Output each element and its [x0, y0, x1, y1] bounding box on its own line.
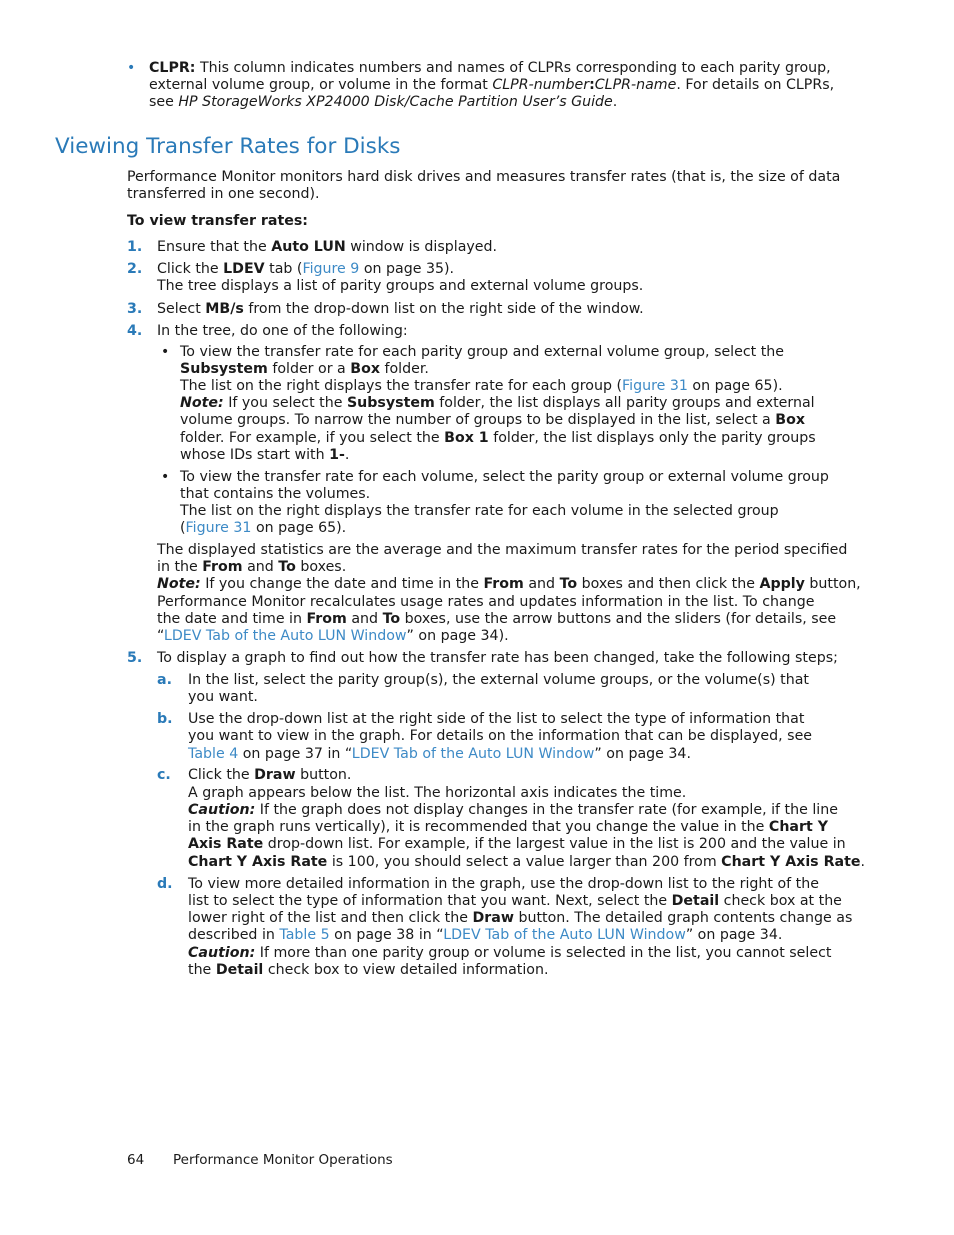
text: Box — [350, 361, 380, 377]
text: From — [483, 576, 524, 592]
text: is 100, you should select a value larger than 200 from — [331, 854, 717, 870]
step-4-para-line-5 — [157, 611, 836, 628]
text: button, — [809, 576, 861, 592]
text: ” on page 34. — [685, 927, 783, 943]
step-5d-line-6 — [188, 962, 548, 979]
text: the — [188, 962, 212, 978]
text: Detail — [671, 893, 720, 909]
text: check box at the — [723, 893, 842, 909]
text: Draw — [472, 910, 514, 926]
text: CLPR-name — [594, 77, 677, 93]
text: and — [247, 559, 274, 575]
text: . For details on CLPRs, — [676, 77, 835, 93]
substep-label: a. — [157, 672, 172, 688]
text: If you select the — [228, 395, 343, 411]
text: MB/s — [205, 301, 244, 317]
text: ” on page 34). — [406, 628, 509, 644]
text: window is displayed. — [350, 239, 498, 255]
step-4-bullet-1-line-2 — [180, 361, 429, 378]
note-label: Note: — [157, 576, 201, 592]
text: Chart Y Axis Rate — [188, 854, 328, 870]
text: Auto LUN — [271, 239, 346, 255]
text: Draw — [254, 767, 296, 783]
table-4-link[interactable]: Table 4 — [188, 746, 239, 762]
step-number: 3. — [127, 301, 143, 317]
text: Axis Rate — [188, 836, 264, 852]
text: boxes, use the arrow buttons and the sliders (for details, see — [404, 611, 837, 627]
step-5d-line-4 — [188, 927, 782, 944]
text: volume groups. To narrow the number of groups to be displayed in the list, select a — [180, 412, 771, 428]
step-5d-line-1: To view more detailed information in the graph, use the drop-down list to the right of the — [188, 876, 819, 892]
text: described in — [188, 927, 275, 943]
step-5a-line-1: In the list, select the parity group(s), the external volume groups, or the volume(s) that — [188, 672, 809, 688]
step-5c-line-1 — [188, 767, 351, 784]
text: external volume group, or volume in the format — [149, 77, 488, 93]
text: on page 65). — [692, 378, 783, 394]
step-4-bullet-1-line-5 — [180, 412, 805, 429]
text: button. — [300, 767, 352, 783]
text: “ — [157, 628, 164, 644]
step-4-bullet-1-line-3 — [180, 378, 783, 395]
text: boxes. — [300, 559, 347, 575]
text: folder. For example, if you select the — [180, 430, 440, 446]
text: the date and time in — [157, 611, 302, 627]
step-4-bullet-1-line-1: To view the transfer rate for each parity group and external volume group, select the — [180, 344, 785, 360]
text: check box to view detailed information. — [267, 962, 549, 978]
step-4-para-line-1: The displayed statistics are the average and the maximum transfer rates for the period specified — [157, 542, 848, 558]
text: Subsystem — [180, 361, 268, 377]
intro-line-1: Performance Monitor monitors hard disk drives and measures transfer rates (that is, the size of data — [127, 169, 841, 185]
clpr-term: CLPR: — [149, 60, 196, 76]
text: CLPR-number — [492, 77, 590, 93]
text: ” on page 34. — [594, 746, 691, 762]
text: Ensure that the — [157, 239, 267, 255]
substep-label: c. — [157, 767, 171, 783]
step-4-para-line-6 — [157, 628, 509, 645]
text: To — [559, 576, 578, 592]
step-5b-line-2: you want to view in the graph. For details on the information that can be displayed, see — [188, 728, 813, 744]
bullet-icon: • — [161, 469, 170, 485]
text: boxes and then click the — [581, 576, 755, 592]
text: Click the — [157, 261, 219, 277]
text: Detail — [215, 962, 264, 978]
guide-title: HP StorageWorks XP24000 Disk/Cache Partition User’s Guide — [178, 94, 613, 110]
caution-label: Caution: — [188, 802, 256, 818]
step-1-text — [157, 239, 497, 256]
text: The list on the right displays the transfer rate for each group ( — [180, 378, 622, 394]
text: . — [860, 854, 865, 870]
text: on page 35). — [363, 261, 455, 277]
step-4-text: In the tree, do one of the following: — [157, 323, 408, 339]
text: and — [351, 611, 379, 627]
substep-label: d. — [157, 876, 173, 892]
text: If more than one parity group or volume is selected in the list, you cannot select — [259, 945, 832, 961]
ldev-tab-link[interactable]: LDEV Tab of the Auto LUN Window — [351, 746, 595, 762]
step-5c-line-2: A graph appears below the list. The horizontal axis indicates the time. — [188, 785, 687, 801]
step-5-text: To display a graph to find out how the transfer rate has been changed, take the following steps; — [157, 650, 838, 666]
step-2-text — [157, 261, 454, 278]
text: folder, the list displays all parity groups and external — [439, 395, 815, 411]
note-label: Note: — [180, 395, 224, 411]
text: Box — [775, 412, 805, 428]
step-5d-line-3 — [188, 910, 852, 927]
text: folder, the list displays only the parity groups — [493, 430, 816, 446]
figure-31-link[interactable]: Figure 31 — [622, 378, 688, 394]
step-4-para-line-2 — [157, 559, 346, 576]
step-4-bullet-1-line-7 — [180, 447, 349, 464]
step-3-text — [157, 301, 644, 318]
text: folder or a — [272, 361, 346, 377]
text: whose IDs start with — [180, 447, 325, 463]
step-4-bullet-2-line-1: To view the transfer rate for each volume, select the parity group or external volume group — [180, 469, 829, 485]
text: If you change the date and time in the — [205, 576, 479, 592]
text: Box 1 — [444, 430, 489, 446]
text: button. The detailed graph contents change as — [518, 910, 853, 926]
text: in the — [157, 559, 198, 575]
step-4-bullet-2-line-4 — [180, 520, 346, 537]
text: . — [344, 447, 350, 463]
clpr-text: This column indicates numbers and names of CLPRs corresponding to each parity group, — [199, 60, 831, 76]
clpr-line-3 — [149, 94, 617, 111]
text: on page 38 in “ — [334, 927, 444, 943]
step-number: 2. — [127, 261, 143, 277]
text: Apply — [759, 576, 805, 592]
text: in the graph runs vertically), it is recommended that you change the value in the — [188, 819, 765, 835]
text: ( — [180, 520, 186, 536]
section-heading: Viewing Transfer Rates for Disks — [55, 134, 401, 159]
step-4-bullet-2-line-2: that contains the volumes. — [180, 486, 371, 502]
page-number: 64 — [127, 1152, 145, 1168]
text: Chart Y — [768, 819, 828, 835]
clpr-line-1 — [149, 60, 831, 77]
step-5c-line-5 — [188, 836, 846, 853]
text: To — [278, 559, 296, 575]
text: : — [589, 77, 595, 93]
text: folder. — [384, 361, 429, 377]
text: on page 65). — [255, 520, 347, 536]
text: Subsystem — [346, 395, 435, 411]
text: tab ( — [269, 261, 303, 277]
step-number: 1. — [127, 239, 143, 255]
step-number: 5. — [127, 650, 143, 666]
step-4-bullet-1-line-4 — [180, 395, 815, 412]
text: list to select the type of information that you want. Next, select the — [188, 893, 668, 909]
substep-label: b. — [157, 711, 173, 727]
step-2-line-2: The tree displays a list of parity groups and external volume groups. — [157, 278, 644, 294]
figure-9-link[interactable]: Figure 9 — [302, 261, 360, 277]
text: lower right of the list and then click the — [188, 910, 468, 926]
text: If the graph does not display changes in the transfer rate (for example, if the line — [259, 802, 838, 818]
ldev-tab-link[interactable]: LDEV Tab of the Auto LUN Window — [443, 927, 686, 943]
text: Select — [157, 301, 201, 317]
text: 1- — [329, 447, 345, 463]
step-5c-line-3 — [188, 802, 838, 819]
step-number: 4. — [127, 323, 143, 339]
figure-31-link[interactable]: Figure 31 — [185, 520, 252, 536]
text: LDEV — [223, 261, 265, 277]
text: drop-down list. For example, if the largest value in the list is 200 and the value in — [267, 836, 846, 852]
step-5b-line-3 — [188, 746, 691, 763]
step-5b-line-1: Use the drop-down list at the right side of the list to select the type of information that — [188, 711, 805, 727]
step-5d-line-5 — [188, 945, 831, 962]
step-4-para-line-3 — [157, 576, 861, 593]
text: see — [149, 94, 174, 110]
text: From — [306, 611, 347, 627]
text: Chart Y Axis Rate — [721, 854, 861, 870]
step-5c-line-4 — [188, 819, 828, 836]
step-4-bullet-2-line-3: The list on the right displays the transfer rate for each volume in the selected group — [180, 503, 779, 519]
text: from the drop-down list on the right side of the window. — [248, 301, 644, 317]
step-5c-line-6 — [188, 854, 865, 871]
text: To — [382, 611, 401, 627]
step-4-bullet-1-line-6 — [180, 430, 816, 447]
text: From — [202, 559, 243, 575]
procedure-title: To view transfer rates: — [127, 213, 308, 229]
text: Click the — [188, 767, 250, 783]
step-4-para-line-4: Performance Monitor recalculates usage rates and updates information in the list. To change — [157, 594, 815, 610]
text: on page 37 in “ — [242, 746, 352, 762]
bullet-icon: • — [161, 344, 170, 360]
text: and — [528, 576, 556, 592]
bullet-icon: • — [127, 60, 136, 76]
text: . — [612, 94, 618, 110]
step-5a-line-2: you want. — [188, 689, 258, 705]
ldev-tab-link[interactable]: LDEV Tab of the Auto LUN Window — [163, 628, 407, 644]
intro-line-2: transferred in one second). — [127, 186, 320, 202]
table-5-link[interactable]: Table 5 — [279, 927, 330, 943]
clpr-line-2 — [149, 77, 834, 94]
footer-title: Performance Monitor Operations — [173, 1152, 393, 1168]
step-5d-line-2 — [188, 893, 842, 910]
caution-label: Caution: — [188, 945, 256, 961]
